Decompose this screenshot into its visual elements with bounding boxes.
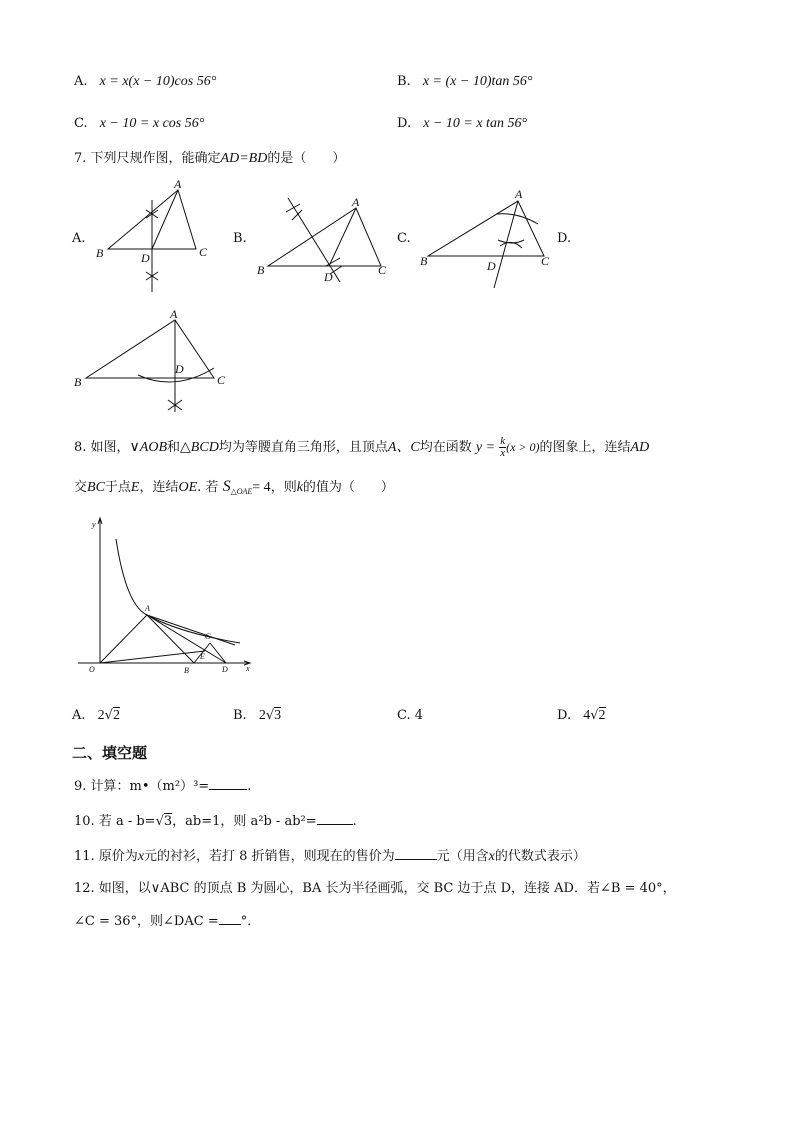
text: 均在函数 (419, 440, 472, 455)
q9 (74, 777, 251, 796)
fig-a-label-a: A (174, 177, 182, 191)
answer-blank[interactable] (395, 847, 437, 860)
fig-b-label-d: D (324, 270, 333, 284)
graph-label-o: O (89, 665, 95, 674)
math: E (130, 480, 140, 495)
fig-d-label-b: B (74, 375, 82, 389)
math: △BCD (180, 440, 219, 455)
option-coefficient: 4 (583, 708, 591, 723)
option-expression: x = (x − 10)tan 56° (422, 74, 533, 89)
q8-option-b (233, 707, 281, 725)
option-expression: x = x(x − 10)cos 56° (99, 74, 217, 89)
option-coefficient: 2 (258, 708, 266, 723)
q8-stem-line2 (74, 478, 394, 501)
text: 的图象上，连结 (539, 440, 631, 455)
graph-label-e: E (200, 652, 205, 661)
q11-text-a: 11. 原价为 (74, 849, 138, 864)
answer-blank[interactable] (317, 812, 353, 825)
q7-letter-c: C. (397, 231, 411, 246)
fig-a-label-b: B (96, 246, 104, 260)
area-subscript: △OAE (230, 487, 253, 496)
q8-stem-line1 (74, 436, 649, 459)
graph-label-c: C (205, 632, 211, 641)
q10-text-a: 10. 若 a - b= (74, 814, 156, 829)
option-letter: B. (397, 74, 411, 89)
tangent-line (147, 615, 235, 645)
q12-line2 (74, 912, 260, 931)
option-letter: D. (557, 708, 572, 723)
segment-oa (100, 615, 147, 663)
q10-radicand: 3 (163, 814, 173, 829)
fig-c-label-b: B (420, 254, 428, 268)
option-expression: x − 10 = x tan 56° (423, 116, 528, 131)
graph-label-x: x (246, 664, 250, 673)
q7-stem-suffix: 的是（ ） (267, 151, 346, 166)
sqrt-icon: √ (590, 708, 599, 723)
fig-b-label-b: B (257, 263, 265, 277)
graph-label-a: A (145, 604, 150, 613)
fraction-numerator: k (500, 435, 506, 447)
option-coefficient: 2 (97, 708, 105, 723)
q11-text-c: 元（用含 (436, 849, 489, 864)
text: 交 (74, 480, 88, 495)
q12-text-b: °． (240, 914, 261, 929)
q12-text-a: ∠C = 36°，则∠DAC = (74, 914, 219, 929)
q9-text: 9. 计算：m•（m²）³= (74, 779, 210, 794)
option-letter: A. (74, 74, 88, 89)
q8-graph (70, 515, 260, 680)
fraction-denominator: x (500, 447, 506, 459)
q7-stem-math: AD=BD (220, 151, 268, 166)
q7-figure-d (86, 320, 214, 412)
section-title: 二、填空题 (72, 744, 148, 762)
q8-option-d (557, 707, 606, 725)
q11-text-b: 元的衬衫，若打 8 折销售，则现在的售价为 (144, 849, 395, 864)
q11-text-d: 的代数式表示） (494, 849, 586, 864)
sqrt-icon: √ (265, 708, 275, 723)
answer-blank[interactable] (209, 777, 247, 790)
fig-a-label-d: D (141, 251, 150, 265)
text: ，连结 (139, 480, 179, 495)
q10-end: . (352, 814, 357, 829)
q8-option-c (397, 707, 423, 725)
option-radicand: 2 (112, 708, 120, 723)
q11 (74, 847, 586, 866)
option-radicand: 2 (598, 708, 606, 723)
option-expression: x − 10 = x cos 56° (99, 116, 205, 131)
fig-a-label-c: C (199, 245, 208, 259)
option-letter: B. (233, 708, 247, 723)
q7-letter-a: A. (72, 231, 86, 246)
fig-c-label-d: D (487, 259, 496, 273)
fig-b-label-c: C (378, 263, 387, 277)
fig-d-label-c: C (217, 373, 226, 387)
q10-text-b: ，ab=1，则 a²b - ab²= (172, 814, 317, 829)
q9-end: . (247, 779, 252, 794)
area-symbol: S (222, 478, 231, 495)
option-letter: C. (74, 116, 88, 131)
q7-letter-d: D. (557, 231, 572, 246)
math: A、C (387, 440, 420, 455)
option-letter: C. (397, 708, 411, 723)
fig-d-label-d: D (175, 362, 184, 376)
graph-label-y: y (92, 520, 96, 529)
q7-figure-a (108, 190, 196, 292)
text: ，则 (270, 480, 297, 495)
math: OE (178, 480, 198, 495)
q10 (74, 812, 357, 831)
segment-oe (100, 651, 205, 663)
text: 的值为（ ） (302, 480, 394, 495)
sqrt-icon: √ (155, 814, 164, 829)
fig-c-label-c: C (541, 254, 550, 268)
option-value: 4 (414, 708, 424, 723)
q7-letter-b: B. (233, 231, 247, 246)
answer-blank[interactable] (219, 912, 241, 925)
math: ∨AOB (129, 440, 168, 455)
q11-var: x (488, 849, 495, 864)
q12-line1: 12. 如图，以∨ABC 的顶点 B 为圆心，BA 长为半径画弧，交 BC 边于点 D，连接 AD．若∠B = 40°， (74, 881, 676, 896)
q8-option-a (72, 707, 120, 725)
math: BC (87, 480, 105, 495)
text: 于点 (104, 480, 131, 495)
math: k (296, 480, 303, 495)
q7-stem-prefix: 7. 下列尺规作图，能确定 (74, 151, 221, 166)
function-lhs: y = (475, 440, 496, 455)
graph-label-b: B (184, 666, 189, 675)
q7-figures (0, 0, 794, 440)
area-value: = 4 (252, 480, 271, 495)
fig-d-label-a: A (170, 307, 178, 321)
segment-cd (210, 643, 226, 663)
option-letter: D. (397, 116, 412, 131)
fig-c-label-a: A (515, 187, 523, 201)
fig-b-label-a: A (352, 195, 360, 209)
math: AD (630, 440, 650, 455)
q7-figure-c (428, 201, 544, 288)
text: . 若 (197, 480, 219, 495)
graph-label-d: D (222, 665, 228, 674)
option-radicand: 3 (274, 708, 282, 723)
text: 均为等腰直角三角形，且顶点 (218, 440, 388, 455)
option-letter: A. (72, 708, 86, 723)
text: 8. 如图， (74, 440, 130, 455)
sqrt-icon: √ (104, 708, 113, 723)
function-condition: (x > 0) (506, 440, 540, 454)
text: 和 (167, 440, 181, 455)
q11-var: x (137, 849, 145, 864)
